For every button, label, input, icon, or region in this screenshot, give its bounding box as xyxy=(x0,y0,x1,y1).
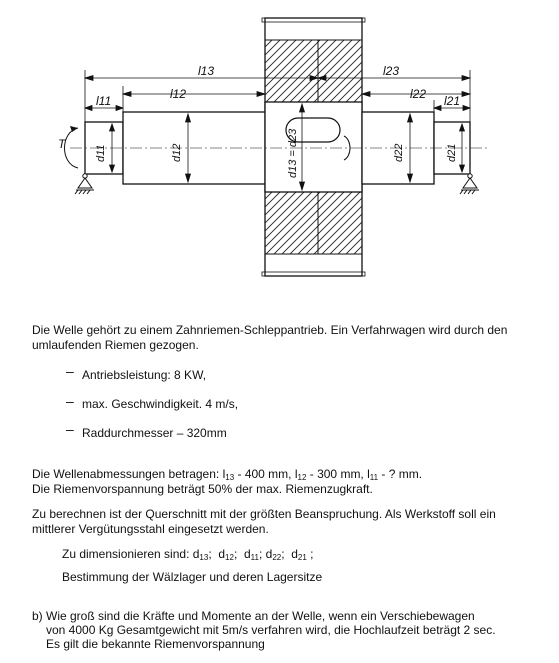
bearing-support-left-icon xyxy=(75,174,94,194)
dimension-list-line-2: Bestimmung der Wälzlager und deren Lagersitze xyxy=(62,570,323,584)
label-d22: d22 xyxy=(393,143,405,162)
intro-line-1: Die Welle gehört zu einem Zahnriemen-Schleppantrieb. Ein Verfahrwagen wird durch den xyxy=(32,323,508,337)
intro-line-2: umlaufenden Riemen gezogen. xyxy=(32,338,199,352)
label-torque: T xyxy=(58,137,66,151)
bullet-dash: – xyxy=(66,393,74,409)
label-l21: l21 xyxy=(444,94,461,108)
part-b-line-3: Es gilt die bekannte Riemenvorspannung xyxy=(46,637,265,651)
torque-icon xyxy=(58,126,78,168)
dimension-list: Zu dimensionieren sind: $d_{13}$; $d_{12}$; $d_{11}$; $d_{22}$; $d_{21}$ ; xyxy=(62,547,314,562)
label-d21: d21 xyxy=(446,143,458,162)
bearing-support-right-icon xyxy=(460,174,479,194)
label-d13-d23: d13 = d23 xyxy=(287,128,299,178)
dimensions-line-2: Die Riemenvorspannung beträgt 50% der max. Riemenzugkraft. xyxy=(32,482,373,496)
label-l23: l23 xyxy=(383,64,400,78)
label-d11: d11 xyxy=(95,144,107,162)
task-line-2: mittlerer Vergütungsstahl eingesetzt werden. xyxy=(32,522,269,536)
bullet-2: max. Geschwindigkeit. 4 m/s, xyxy=(82,397,239,411)
part-b-line-1: b) Wie groß sind die Kräfte und Momente an der Welle, wenn ein Verschiebewagen xyxy=(32,609,475,623)
bullet-3: Raddurchmesser – 320mm xyxy=(82,426,227,440)
label-l11: l11 xyxy=(96,94,112,108)
bullet-dash: – xyxy=(66,363,74,379)
shaft xyxy=(85,102,470,192)
label-d12: d12 xyxy=(171,143,183,162)
shaft-drawing xyxy=(0,0,559,305)
bullet-dash: – xyxy=(66,421,74,437)
label-l12: l12 xyxy=(170,87,187,101)
task-line-1: Zu berechnen ist der Querschnitt mit der größten Beanspruchung. Als Werkstoff soll ein xyxy=(32,507,496,521)
label-l22: l22 xyxy=(410,87,427,101)
dimensions-line-1: Die Wellenabmessungen betragen: $l_{13} - 400$ mm, $l_{12} - 300$ mm, $l_{11}$ - ? mm. xyxy=(32,467,423,482)
bullet-1: Antriebsleistung: 8 KW, xyxy=(82,368,207,382)
label-l13: l13 xyxy=(198,64,215,78)
part-b-line-2: von 4000 Kg Gesamtgewicht mit 5m/s verfahren wird, die Hochlaufzeit beträgt 2 sec. xyxy=(46,623,496,637)
